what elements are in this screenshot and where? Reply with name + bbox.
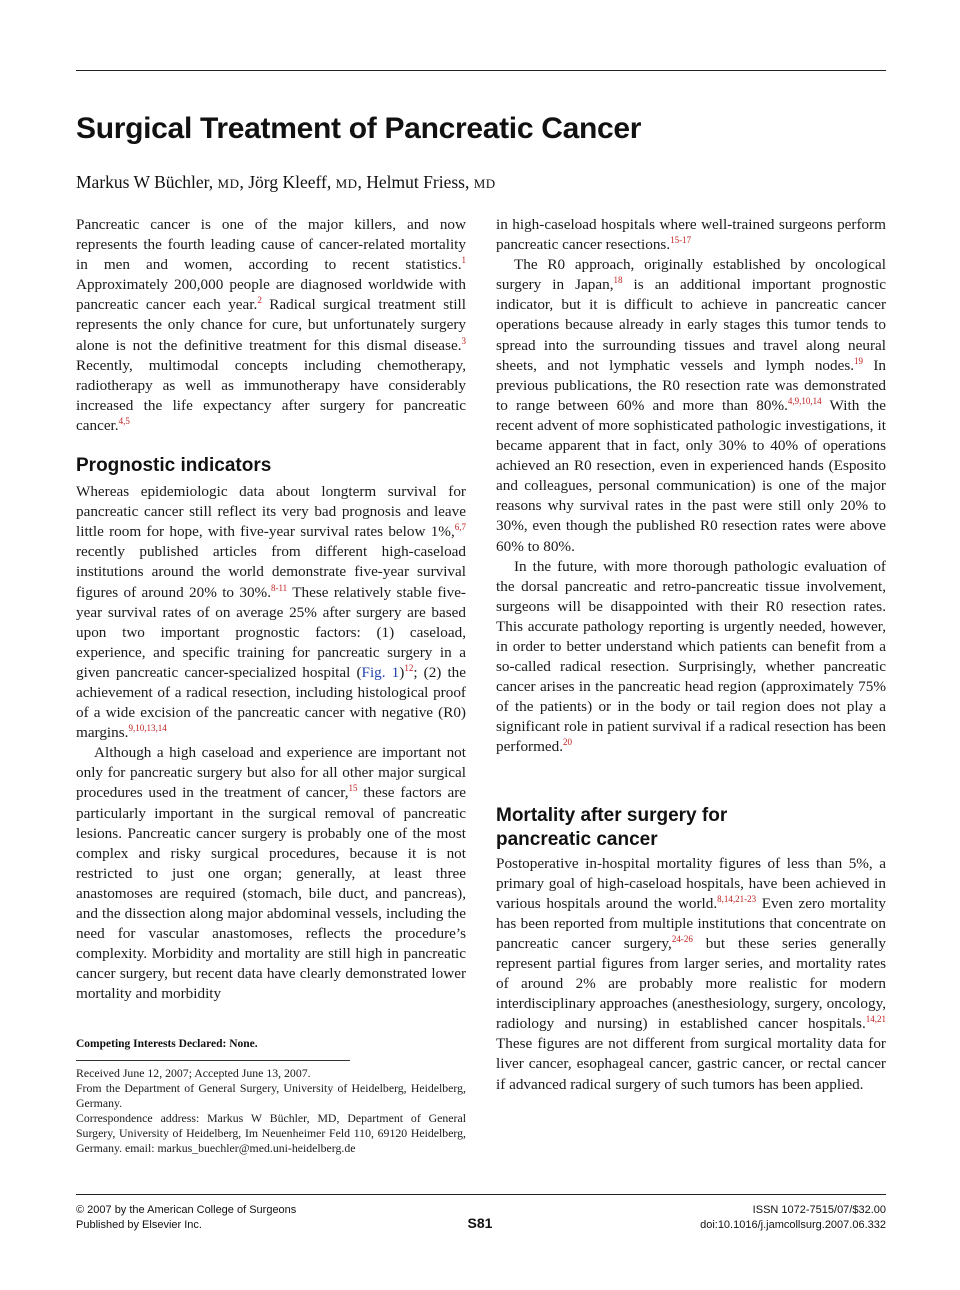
reference-link[interactable]: 1 xyxy=(461,255,466,266)
footer-rule xyxy=(76,1194,886,1195)
footer-right xyxy=(700,1203,886,1233)
section-heading-prognostic: Prognostic indicators xyxy=(76,455,272,477)
footnotes xyxy=(76,1066,466,1156)
author-degree: MD xyxy=(217,176,240,191)
footer-left xyxy=(76,1203,296,1233)
reference-link[interactable]: 18 xyxy=(613,275,623,286)
reference-link[interactable]: 6,7 xyxy=(454,522,466,533)
body-paragraph: Postoperative in-hospital mortality figures of less than 5%, a primary goal of high-caseload hospitals, have been achieved in various hospitals around the world.$^{8,14,21-23}$ Even zero mortality has been reported from multiple institutions that concentrate on pancreatic cancer surgery,$^{24-26}$ but these series generally represent partial figures from larger series, and mortality rates of around 2% are probably more realistic for modern interdisciplinary approaches (anesthesiology, surgery, oncology, radiology and nursing) in established cancer hospitals.$^{14,21}$ These figures are not different from surgical mortality data for liver cancer, esophageal cancer, gastric cancer, or rectal cancer if advanced radical surgery of such tumors has been applied. xyxy=(496,854,886,1093)
body-paragraph: Whereas epidemiologic data about longterm survival for pancreatic cancer still reflect its very bad prognosis and leave little room for hope, with five-year survival rates below 1%,$^{6,7}$ recently published articles from different high-caseload institutions around the world demonstrate five-year survival figures of around 20% to 30%.$^{8-11}$ These relatively stable five-year survival rates of on average 25% after surgery are based upon two important prognostic factors: (1) caseload, experience, and specific training for pancreatic surgery in a given pancreatic cancer-specialized hospital (Fig. 1)$^{12}$; (2) the achievement of a radical resection, including histological proof of a wide excision of the pancreatic cancer with negative (R0) margins.$^{9,10,13,14}$ xyxy=(76,483,467,742)
reference-link[interactable]: 3 xyxy=(461,335,466,346)
correspondence-note: Correspondence address: Markus W Büchler, MD, Department of General Surgery, University of Heidelberg, Im Neuenheimer Feld 110, 69120 Heidelberg, Germany. email: markus_buechler@med.uni-heidelberg.de xyxy=(76,1111,466,1155)
figure-link[interactable]: Fig. 1 xyxy=(361,663,400,681)
reference-link[interactable]: 14,21 xyxy=(865,1014,886,1025)
author-name: Jörg Kleeff, xyxy=(248,172,336,192)
reference-link[interactable]: 4,9,10,14 xyxy=(787,395,822,406)
right-column xyxy=(496,215,886,1095)
affiliation-note: From the Department of General Surgery, University of Heidelberg, Heidelberg, Germany. xyxy=(76,1081,466,1110)
body-paragraph: In the future, with more thorough pathologic evaluation of the dorsal pancreatic and retro-pancreatic tissue involvement, surgeons will be disappointed with their R0 resection rates. This accurate pathology reporting is urgently needed, however, in order to better understand which patients can benefit from a so-called radical resection. Surprisingly, whether pancreatic cancer arises in the pancreatic head region (approximately 75% of the patients) or in the body or tail region does not play a significant role in patient survival if a radical resection has been performed.$^{20}$ xyxy=(496,557,886,756)
author-list: Markus W Büchler, MD, Jörg Kleeff, MD, Helmut Friess, MD xyxy=(76,172,496,192)
author-degree: MD xyxy=(473,176,496,191)
footnote-rule xyxy=(76,1060,350,1061)
page-number: S81 xyxy=(467,1215,493,1231)
reference-link[interactable]: 19 xyxy=(854,355,864,366)
reference-link[interactable]: 15-17 xyxy=(670,235,692,246)
reference-link[interactable]: 12 xyxy=(404,662,414,673)
intro-paragraph: Pancreatic cancer is one of the major killers, and now represents the fourth leading cause of cancer-related mortality in men and women, according to recent statistics.$^1$ Approximately 200,000 people are diagnosed worldwide with pancreatic cancer each year.$^2$ Radical surgical treatment still represents the only chance for cure, but unfortunately surgery alone is not the definitive treatment for this dismal disease.$^3$ Recently, multimodal concepts including chemotherapy, radiotherapy as well as immunotherapy have considerably increased the life expectancy after surgery for pancreatic cancer.$^{4,5}$ xyxy=(76,216,466,434)
left-column xyxy=(76,215,466,1004)
received-note: Received June 12, 2007; Accepted June 13, 2007. xyxy=(76,1066,311,1080)
reference-link[interactable]: 8-11 xyxy=(271,582,288,593)
reference-link[interactable]: 2 xyxy=(257,295,262,306)
reference-link[interactable]: 24-26 xyxy=(671,933,693,944)
reference-link[interactable]: 15 xyxy=(348,783,358,794)
issn-text: ISSN 1072-7515/07/$32.00 xyxy=(752,1204,886,1216)
body-paragraph: Although a high caseload and experience are important not only for pancreatic surgery but also for all other major surgical procedures used in the treatment of cancer,$^{15}$ these factors are particularly important in the surgical removal of pancreatic lesions. Pancreatic cancer surgery is probably one of the most complex and risky surgical procedures, because it is not restricted to just one organ; generally, at least three anastomoses are required (stomach, bile duct, and pancreas), and the dissection along major abdominal vessels, including the need for vascular anastomoses, reflects the procedure’s complexity. Morbidity and mortality are still high in pancreatic cancer surgery, but recent data have clearly demonstrated lower mortality and morbidity xyxy=(76,744,466,1003)
reference-link[interactable]: 4,5 xyxy=(118,415,130,426)
competing-interests: Competing Interests Declared: None. xyxy=(76,1038,258,1050)
body-paragraph: The R0 approach, originally established by oncological surgery in Japan,$^{18}$ is an additional important prognostic indicator, but it is difficult to achieve in pancreatic cancer operations because already in early stages this tumor tends to spread into the surrounding tissues and travel along neural sheets, and not lymphatic vessels and lymph nodes.$^{19}$ In previous publications, the R0 resection rate was demonstrated to range between 60% and more than 80%.$^{4,9,10,14}$ With the recent advent of more sophisticated pathologic investigations, it became apparent that in fact, only 30% to 40% of operations achieved an R0 resection, even in experienced hands (Esposito and colleagues, personal communication) is one of the major reasons why survival rates in the past were still only 20% to 30%, even though the published R0 resection rates were above 60% to 80%. xyxy=(496,256,886,555)
article-title: Surgical Treatment of Pancreatic Cancer xyxy=(76,112,642,145)
publisher-text: Published by Elsevier Inc. xyxy=(76,1219,202,1231)
body-paragraph: in high-caseload hospitals where well-trained surgeons perform pancreatic cancer resections.$^{15-17}$ xyxy=(496,216,886,254)
reference-link[interactable]: 20 xyxy=(563,737,573,748)
author-name: Helmut Friess, xyxy=(366,172,474,192)
doi-text: doi:10.1016/j.jamcollsurg.2007.06.332 xyxy=(700,1219,886,1231)
section-heading-mortality: Mortality after surgery for pancreatic cancer xyxy=(496,804,728,850)
reference-link[interactable]: 9,10,13,14 xyxy=(128,723,167,734)
author-degree: MD xyxy=(335,176,358,191)
author-name: Markus W Büchler, xyxy=(76,172,218,192)
top-rule xyxy=(76,70,886,71)
reference-link[interactable]: 8,14,21-23 xyxy=(717,893,757,904)
copyright-text: © 2007 by the American College of Surgeons xyxy=(76,1204,297,1216)
